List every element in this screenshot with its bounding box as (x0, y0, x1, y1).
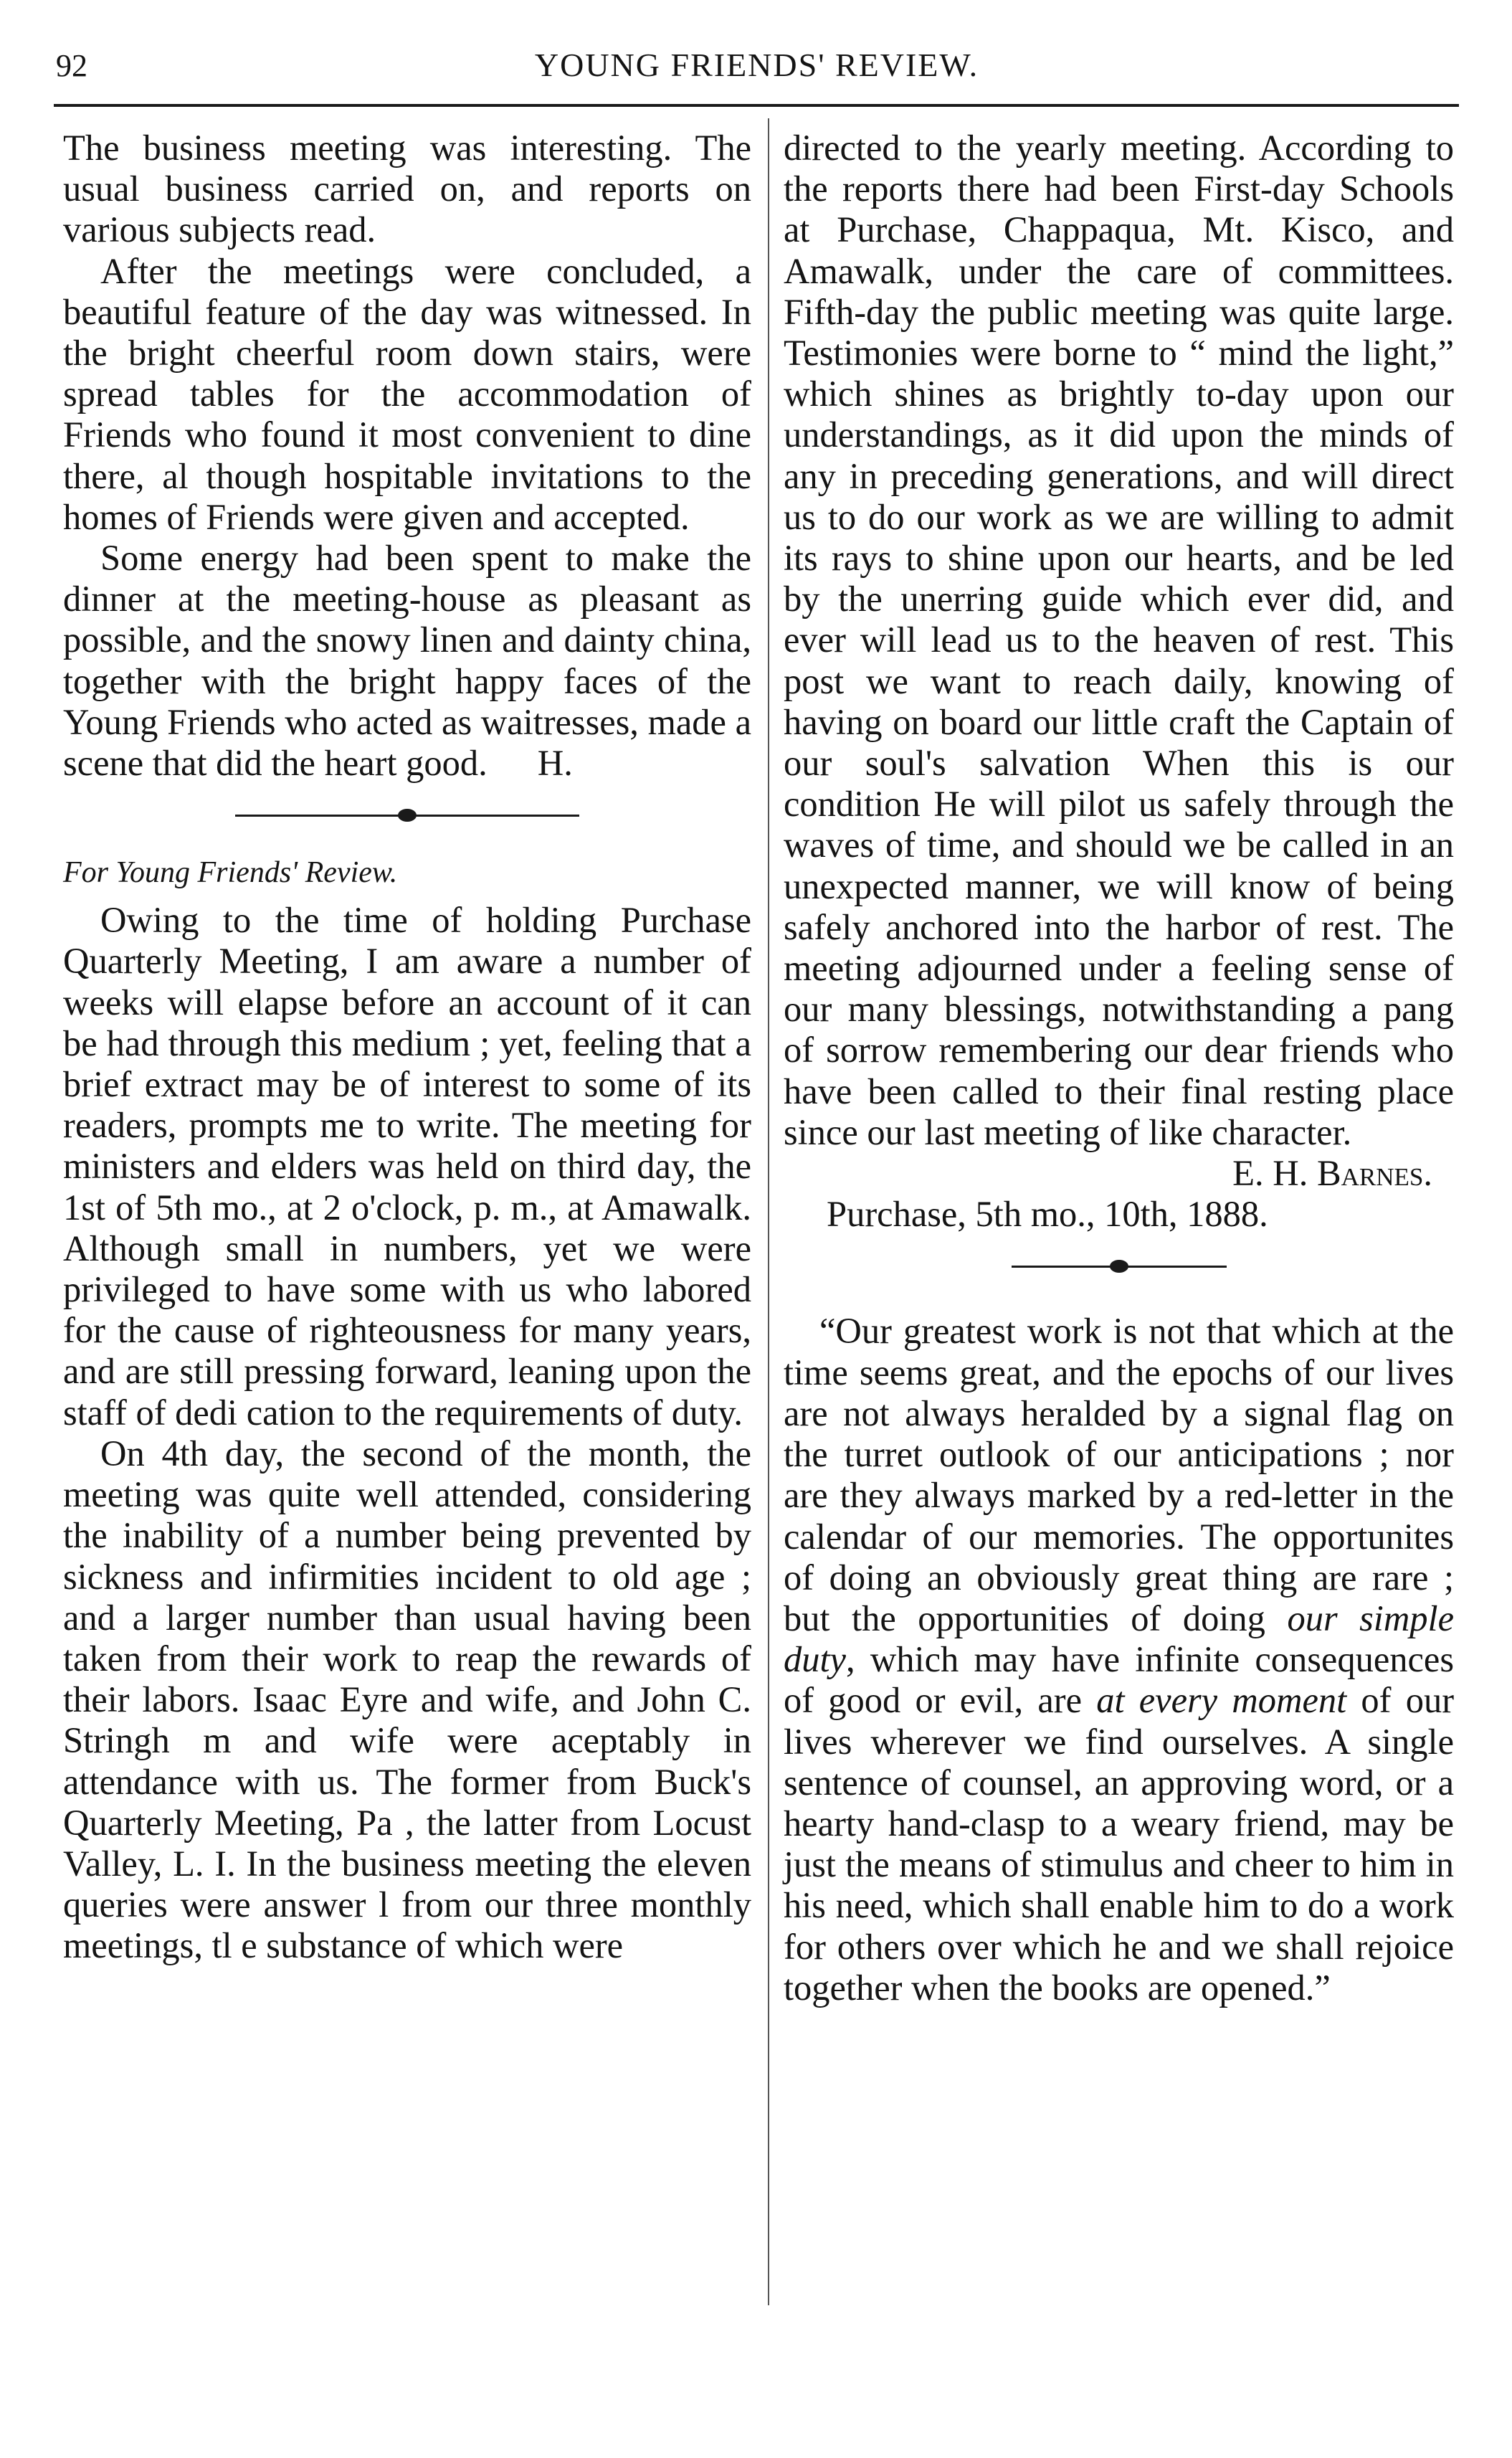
right-column (784, 128, 1454, 2008)
quotation-paragraph (784, 1311, 1454, 2008)
quote-emphasis-simple-duty: our simple duty (784, 1598, 1454, 1680)
dateline: Purchase, 5th mo., 10th, 1888. (827, 1194, 1268, 1235)
paragraph-dinner-scene-text: Some energy had been spent to make the dinner at the meeting-house as pleasant as possible, and the snowy linen and dainty china, together with the bright happy faces of the Young Friends who acted as waitresses, made a scene that did the heart good. (63, 538, 751, 784)
quote-text-2: , which may have infinite consequences of good or evil, are (784, 1639, 1454, 1721)
paragraph-yearly-meeting: directed to the yearly meeting. According to the reports there had been First-day Schools at Purchase, Chappaqua, Mt. Kisco, and Amawalk, under the care of committees. Fifth-day the public meeting was quite large. Testimonies were borne to “ mind the light,” which shines as brightly to-day upon our understandings, as it did upon the minds of any in preceding generations, and will direct us to do our work as we are willing to admit its rays to shine upon our hearts, and be led by the unerring guide which ever did, and ever will lead us to the heaven of rest. This post we want to reach daily, knowing of having on board our little craft the Captain of our soul's salvation When this is our condition He will pilot us safely through the waves of time, and should we be called in an unexpected manner, we will know of being safely anchored into the harbor of rest. The meeting adjourned under a feeling sense of our many blessings, notwithstanding a pang of sorrow remembering our dear friends who have been called to their final resting place since our last meeting of like character. (784, 128, 1454, 1152)
signature-barnes-text: E. H. Barnes. (1232, 1153, 1432, 1194)
paragraph-purchase-quarterly: Owing to the time of holding Purchase Quarterly Meeting, I am aware a number of weeks will elapse before an account of it can be had through this medium ; yet, feeling that a brief extract may be of interest to some of its readers, prompts me to write. The meeting for ministers and elders was held on third day, the 1st of 5th mo., at 2 o'clock, p. m., at Amawalk. Although small in numbers, yet we were privileged to have some with us who labored for the cause of righteousness for many years, and are still pressing forward, leaning upon the staff of dedi cation to the requirements of duty. (63, 900, 751, 1433)
signature-h: H. (537, 743, 573, 784)
quote-emphasis-every-moment: at every moment (1096, 1680, 1347, 1721)
signature-barnes (784, 1153, 1454, 1194)
quote-text-3: of our lives wherever we find ourselves. A single sentence of counsel, an approving word, or a hearty hand-clasp to a weary friend, may be just the means of stimulus and cheer to him in his need, which shall enable him to do a work for others over which he and we shall rejoice together when the books are opened.” (784, 1680, 1455, 2008)
quote-text-1: “Our greatest work is not that which at the time seems great, and the epochs of our lives are not always heralded by a signal flag on the turret outlook of our anticipations ; nor are they always marked by a red-letter in the calendar of our memories. The opportunites of doing an obviously great thing are rare ; but the opportunities of doing (784, 1311, 1454, 1638)
section-ornament (63, 794, 751, 838)
page-number: 92 (56, 48, 87, 83)
running-head: YOUNG FRIENDS' REVIEW. (534, 47, 979, 83)
byline: For Young Friends' Review. (63, 856, 398, 890)
paragraph-business-meeting: The business meeting was interesting. The usual business carried on, and reports on various subjects read. (63, 128, 751, 250)
paragraph-dinner-tables: After the meetings were concluded, a beautiful feature of the day was witnessed. In the bright cheerful room down stairs, were spread tables for the accommodation of Friends who found it most convenient to dine there, al though hospitable invitations to the homes of Friends were given and accepted. (63, 250, 751, 537)
section-ornament-right (784, 1245, 1454, 1289)
paragraph-fourth-day: On 4th day, the second of the month, the meeting was quite well attended, considering the inability of a number being prevented by sickness and infirmities incident to old age ; and a larger number than usual having been taken from their work to reap the rewards of their labors. Isaac Eyre and wife, and John C. Stringh m and wife were aceptably in attendance with us. The former from Buck's Quarterly Meeting, Pa , the latter from Locust Valley, L. I. In the business meeting the eleven queries were answer l from our three monthly meetings, tl e substance of which were (63, 1433, 751, 1966)
header-rule (54, 104, 1459, 107)
left-column (63, 128, 751, 1967)
page-header (56, 42, 1458, 99)
column-divider (768, 118, 769, 2305)
paragraph-dinner-scene (63, 538, 751, 784)
